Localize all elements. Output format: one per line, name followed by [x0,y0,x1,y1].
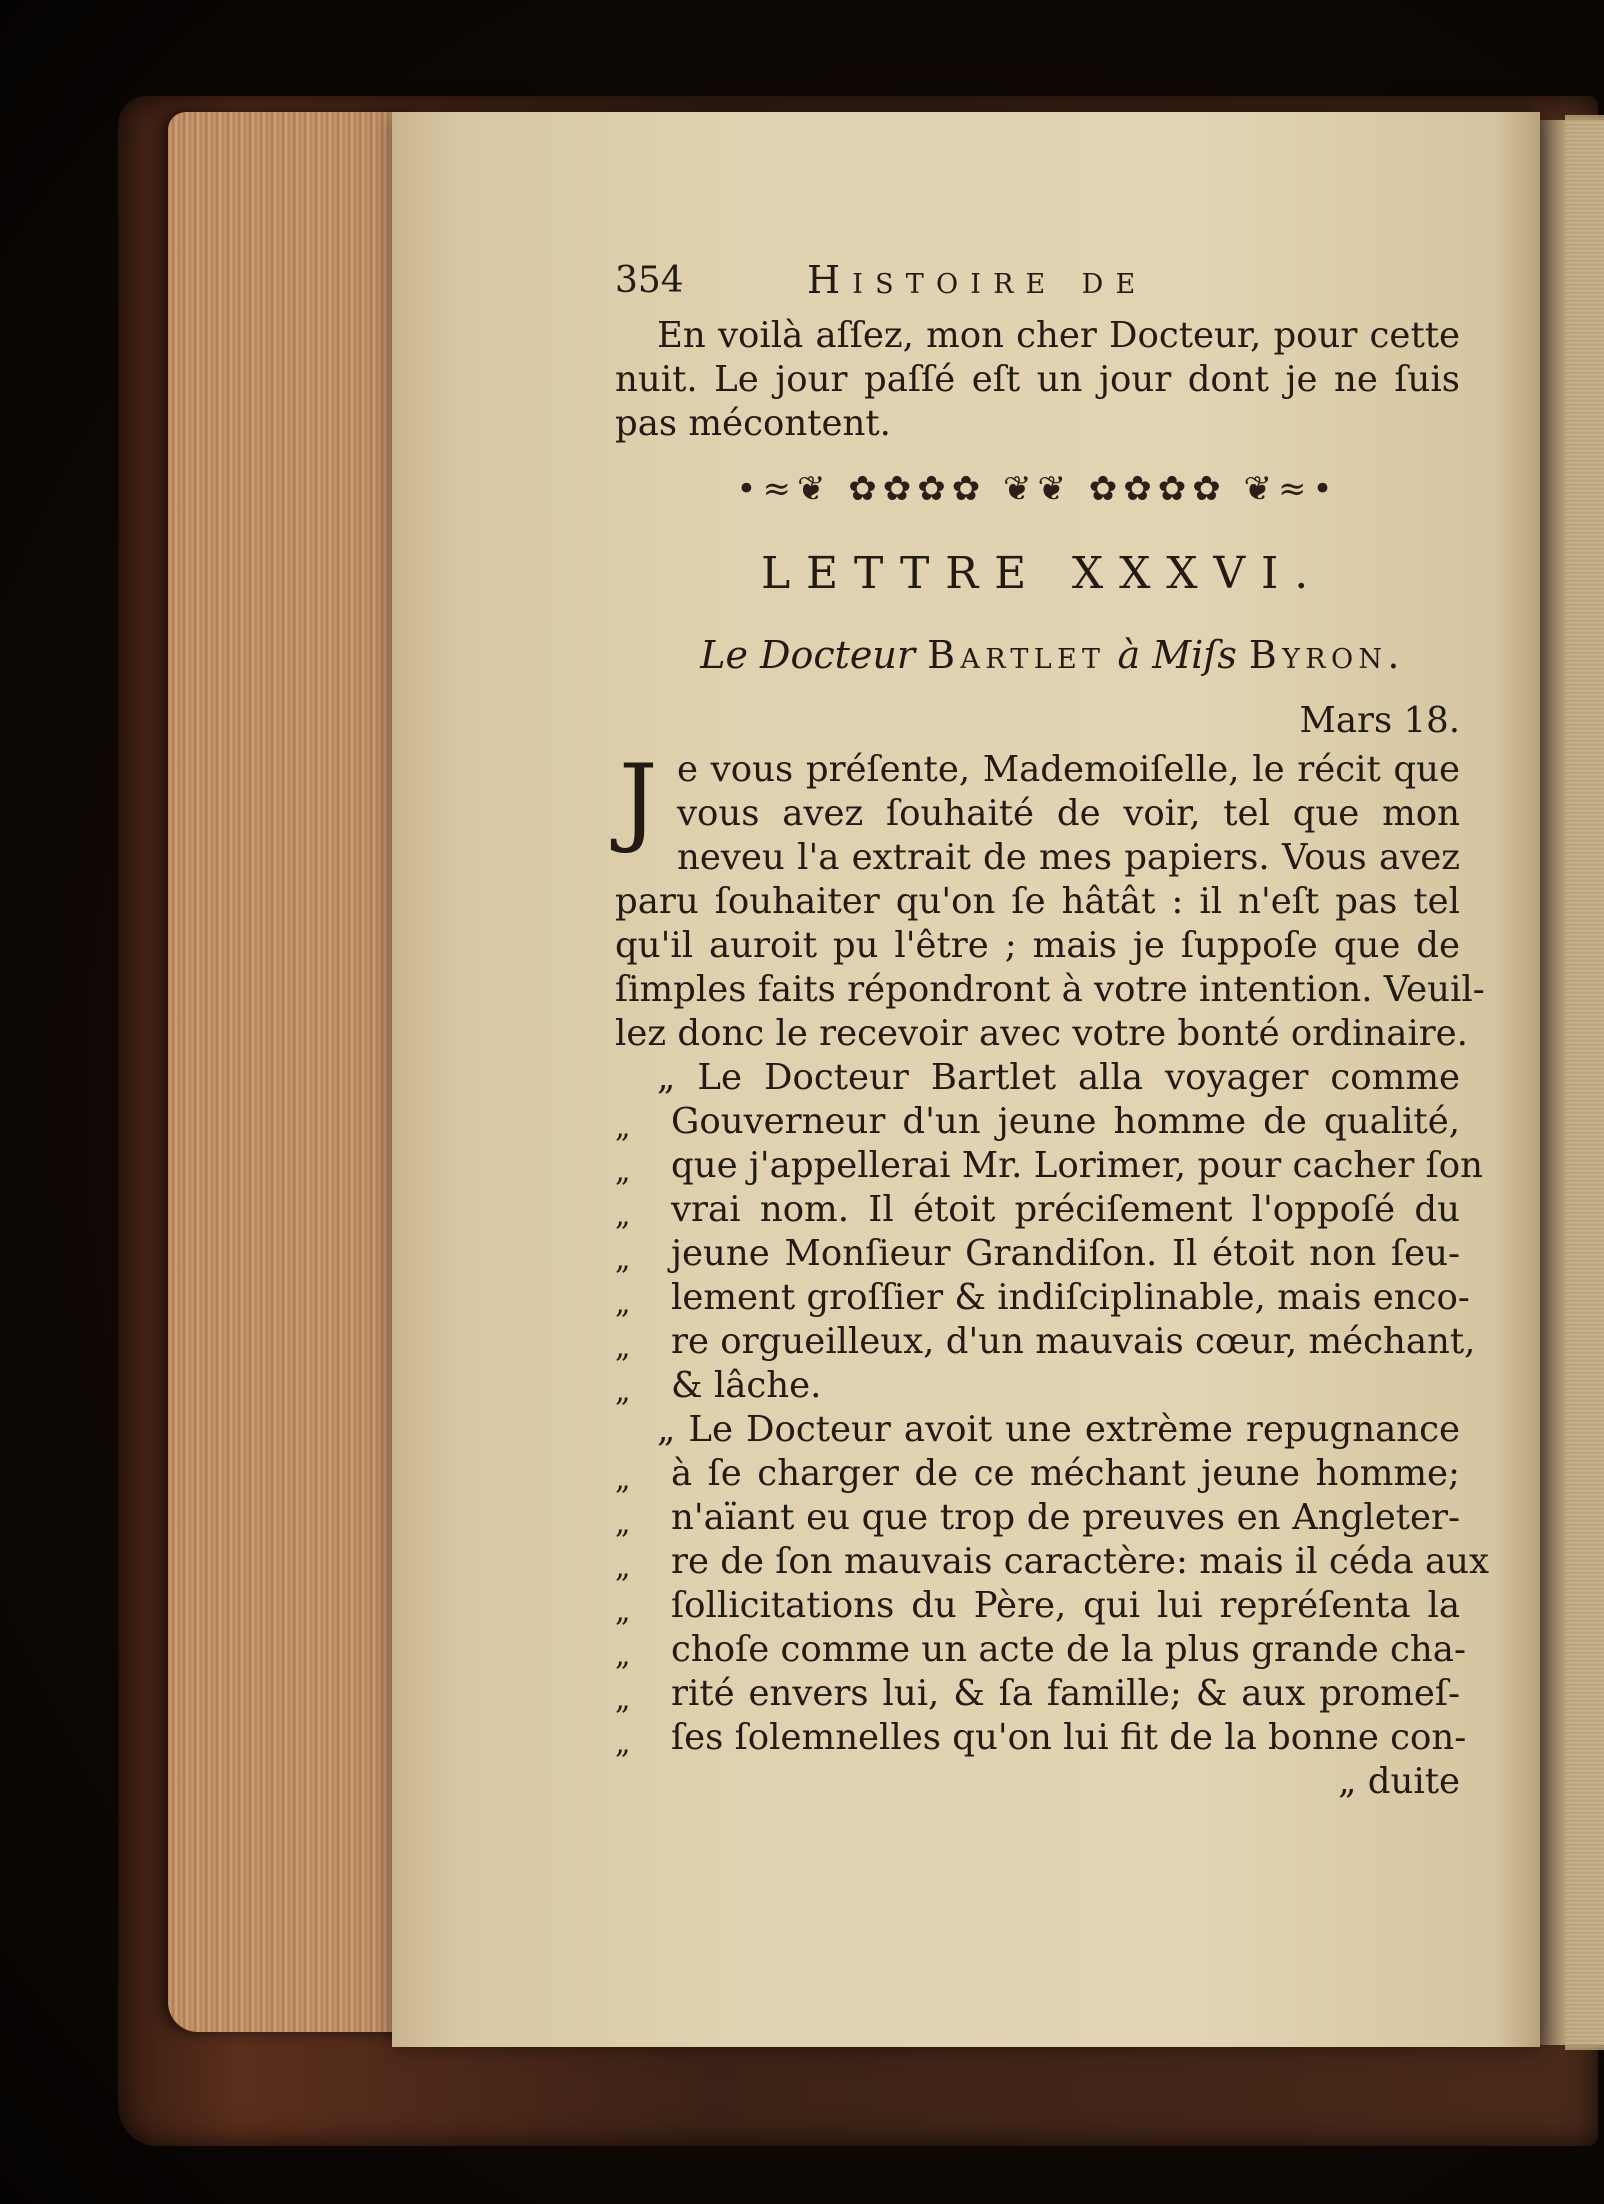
quoted-line [615,1320,1476,1365]
text-line: nuit. Le jour paſſé eſt un jour dont je ne ſuis [615,359,1460,400]
quote-mark: „ [615,1726,631,1761]
quoted-text: rité envers lui, & ſa famille; & aux promeſ- [671,1673,1460,1714]
letter-subtitle [615,620,1460,690]
quoted-line [615,1540,1490,1585]
quote-mark: „ [615,1242,631,1277]
ornament-band: •≈❦ ✿✿✿✿ ❦❦ ✿✿✿✿ ❦≈• [736,469,1339,509]
text-line: „ Le Docteur avoit une extrème repugnance [657,1409,1460,1450]
quoted-text: ſes ſolemnelles qu'on lui fit de la bonne con- [671,1717,1467,1758]
subtitle-preposition: à [1117,633,1141,677]
quoted-line [615,1188,1460,1232]
quoted-paragraph-2 [615,1408,1490,1761]
quote-mark: „ [615,1110,631,1145]
quoted-line [615,1584,1460,1628]
subtitle-recipient-title: Miſs [1152,633,1237,677]
running-title: Histoire de [807,258,1148,302]
drop-cap: J [619,744,658,856]
page-header [615,258,1460,314]
quote-mark: „ [615,1638,631,1673]
quoted-line [615,1144,1483,1189]
text-line: lez donc le recevoir avec votre bonté ordinaire. [615,1013,1468,1054]
quoted-text: & lâche. [671,1365,822,1406]
quoted-text: n'aïant eu que trop de preuves en Angleter- [671,1497,1460,1538]
letter-title: LETTRE XXXVI. [760,548,1325,599]
quote-mark: „ [615,1286,631,1321]
first-paragraph [615,744,1485,1056]
quoted-text: ſollicitations du Père, qui lui repréſenta la [671,1585,1460,1626]
quote-mark: „ [615,1154,631,1189]
quoted-text: vrai nom. Il étoit préciſement l'oppoſé du [671,1189,1460,1230]
quoted-line [615,1672,1460,1716]
subtitle-recipient-name: Byron. [1248,633,1405,677]
quoted-line [615,1628,1466,1673]
quoted-line [615,1716,1467,1761]
quoted-text: que j'appellerai Mr. Lorimer, pour cacher ſon [671,1145,1483,1186]
quoted-line [615,1452,1460,1496]
text-line: neveu l'a extrait de mes papiers. Vous avez [677,837,1460,878]
text-line: „ Le Docteur Bartlet alla voyager comme [657,1057,1460,1098]
quote-mark: „ [615,1682,631,1717]
quoted-line [615,1232,1460,1276]
opening-paragraph [615,314,1460,446]
quote-mark: „ [615,1594,631,1629]
quoted-line [615,1100,1460,1144]
text-line: En voilà aſſez, mon cher Docteur, pour cette [657,315,1460,356]
letter-date: Mars 18. [1299,700,1460,741]
quoted-line [615,1496,1460,1540]
quoted-text: re de ſon mauvais caractère: mais il céda aux [671,1541,1490,1582]
quoted-line [615,1364,1460,1408]
page-text [615,258,1490,1804]
quoted-text: lement groſſier & indiſciplinable, mais enco- [671,1277,1470,1318]
subtitle-sender-title: Le Docteur [700,633,916,677]
text-line: ſimples faits répondront à votre intention. Veuil- [615,969,1485,1010]
catchword: „ duite [1338,1761,1460,1802]
quoted-line [615,1276,1470,1321]
quoted-text: choſe comme un acte de la plus grande cha- [671,1629,1466,1670]
subtitle-sender-name: Bartlet [927,633,1106,677]
page-edges [168,112,408,2032]
quote-mark: „ [615,1462,631,1497]
facing-page-edge [1565,115,1604,2050]
text-line: pas mécontent. [615,403,891,444]
quoted-paragraph-1 [615,1056,1483,1409]
text-line: vous avez ſouhaité de voir, tel que mon [677,793,1460,834]
quote-mark: „ [615,1506,631,1541]
quoted-text: à ſe charger de ce méchant jeune homme; [671,1453,1460,1494]
quote-mark: „ [615,1198,631,1233]
quoted-text: jeune Monſieur Grandiſon. Il étoit non ſeu- [671,1233,1460,1274]
page-number: 354 [615,260,684,301]
quote-mark: „ [615,1374,631,1409]
quoted-text: re orgueilleux, d'un mauvais cœur, méchant, [671,1321,1476,1362]
quote-mark: „ [615,1330,631,1365]
quoted-text: Gouverneur d'un jeune homme de qualité, [671,1101,1460,1142]
text-line: e vous préſente, Mademoiſelle, le récit que [677,749,1460,790]
text-line: qu'il auroit pu l'être ; mais je ſuppoſe que de [615,925,1460,966]
text-line: paru ſouhaiter qu'on ſe hâtât : il n'eſt pas tel [615,881,1460,922]
quote-mark: „ [615,1550,631,1585]
